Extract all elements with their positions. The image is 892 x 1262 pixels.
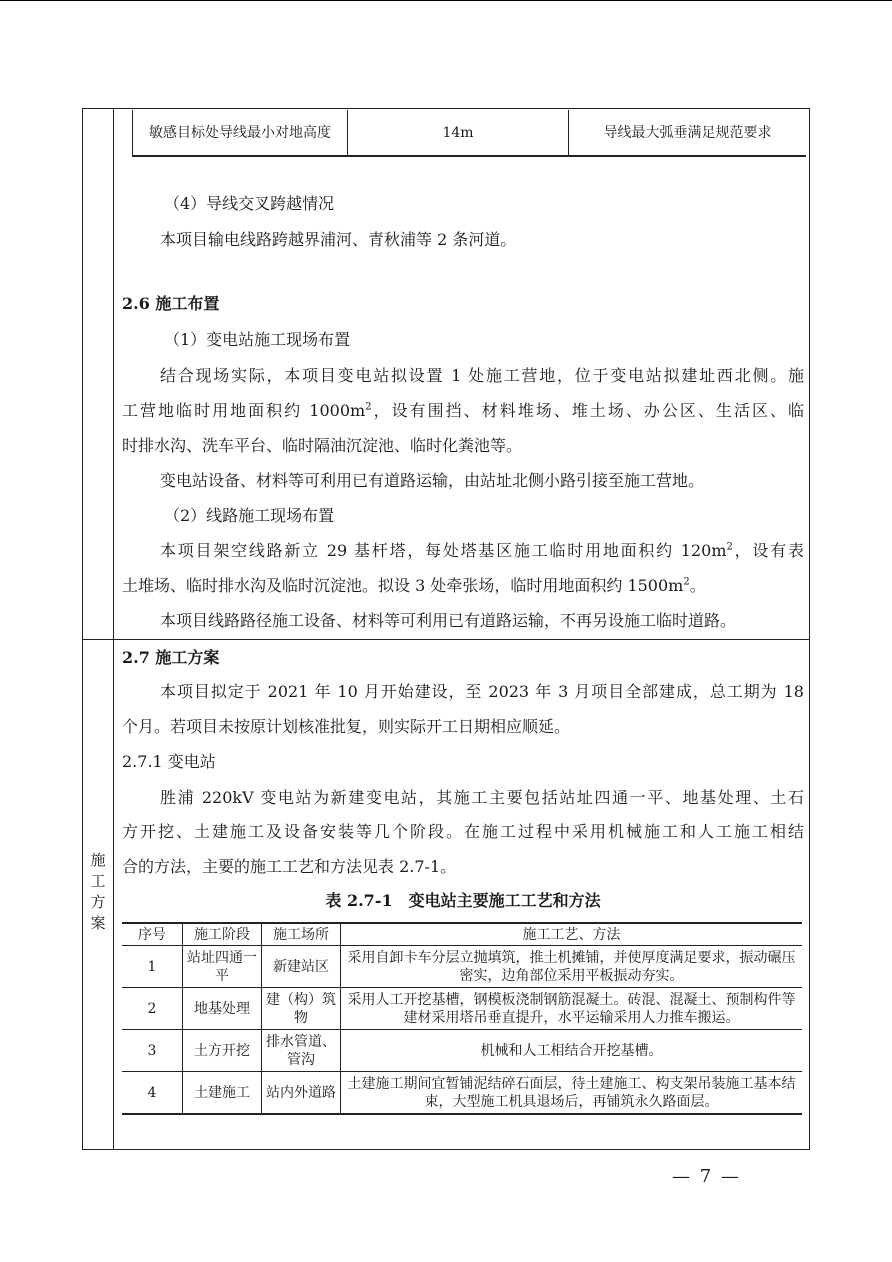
table-row <box>122 946 802 988</box>
paragraph-line: 方开挖、土建施工及设备安装等几个阶段。在施工过程中采用机械施工和人工施工相结 <box>122 822 804 841</box>
section-heading: 2.7 施工方案 <box>122 648 220 667</box>
side-column-divider <box>113 108 114 1150</box>
table-cell: 采用自卸卡车分层立抛填筑，推土机摊铺，并使厚度满足要求，振动碾压密实，边角部位采用平板振动夯实。 <box>341 946 803 988</box>
table-cell: 2 <box>122 988 183 1030</box>
table-header-row <box>122 923 802 946</box>
text-run: 。 <box>689 576 706 595</box>
table-cell: 1 <box>122 946 183 988</box>
paragraph-line <box>160 538 804 561</box>
paragraph-line: 变电站设备、材料等可利用已有道路运输，由站址北侧小路引接至施工营地。 <box>160 471 705 490</box>
side-label-construction-plan <box>86 850 110 934</box>
text-run: 土堆场、临时排水沟及临时沉淀池。拟设 3 处牵张场，临时用地面积约 1500m <box>122 576 684 595</box>
paragraph-line: 个月。若项目未按原计划核准批复，则实际开工日期相应顺延。 <box>122 717 571 736</box>
table-row <box>122 1030 802 1072</box>
paragraph-line: 本项目拟定于 2021 年 10 月开始建设，至 2023 年 3 月项目全部建成，总工期为 18 <box>160 682 804 701</box>
paragraph-line: 时排水沟、洗车平台、临时隔油沉淀池、临时化粪池等。 <box>122 436 523 455</box>
subsection-title: 2.7.1 变电站 <box>122 752 216 771</box>
table-cell: 机械和人工相结合开挖基槽。 <box>341 1030 803 1072</box>
table-cell: 地基处理 <box>183 988 262 1030</box>
section-row-divider <box>82 639 810 640</box>
table-cell: 土方开挖 <box>183 1030 262 1072</box>
table-cell: 3 <box>122 1030 183 1072</box>
table-header-cell: 施工阶段 <box>183 923 262 946</box>
top-rule <box>0 0 892 1</box>
paragraph-line: 合的方法，主要的施工工艺和方法见表 2.7-1。 <box>122 857 457 876</box>
table-cell: 4 <box>122 1072 183 1115</box>
table-cell: 敏感目标处导线最小对地高度 <box>133 110 348 156</box>
side-label-char: 工 <box>90 872 106 890</box>
text-run: ，设有围挡、材料堆场、堆土场、办公区、生活区、临 <box>371 401 804 420</box>
paragraph-line: 本项目输电线路跨越界浦河、青秋浦等 2 条河道。 <box>160 230 517 249</box>
table-header-cell: 序号 <box>122 923 183 946</box>
page-number: — 7 — <box>672 1166 741 1187</box>
side-label-char: 案 <box>90 914 106 932</box>
table-cell: 站内外道路 <box>262 1072 341 1115</box>
table-cell: 排水管道、管沟 <box>262 1030 341 1072</box>
table-cell: 土建施工期间宜暂铺泥结碎石面层，待土建施工、构支架吊装施工基本结束，大型施工机具退场后，再铺筑永久路面层。 <box>341 1072 803 1115</box>
table-caption: 表 2.7-1 变电站主要施工工艺和方法 <box>325 891 601 910</box>
table-cell: 站址四通一平 <box>183 946 262 988</box>
table-row <box>122 988 802 1030</box>
subsection-title: （1）变电站施工现场布置 <box>164 330 351 349</box>
table-cell: 新建站区 <box>262 946 341 988</box>
table-cell: 建（构）筑物 <box>262 988 341 1030</box>
subsection-title: （4）导线交叉跨越情况 <box>164 194 335 213</box>
paragraph-line: 本项目线路路径施工设备、材料等可利用已有道路运输，不再另设施工临时道路。 <box>160 611 737 630</box>
table-header-cell: 施工场所 <box>262 923 341 946</box>
text-run: 本项目架空线路新立 29 基杆塔，每处塔基区施工临时用地面积约 120m <box>160 541 727 560</box>
paragraph-line: 结合现场实际，本项目变电站拟设置 1 处施工营地，位于变电站拟建址西北侧。施 <box>160 366 804 385</box>
paragraph-line <box>122 398 804 421</box>
side-label-char: 施 <box>90 851 106 869</box>
table-cell: 土建施工 <box>183 1072 262 1115</box>
table-row <box>133 110 807 156</box>
paragraph-line <box>122 573 804 596</box>
text-run: 工营地临时用地面积约 1000m <box>122 401 366 420</box>
side-label-char: 方 <box>90 893 106 911</box>
construction-methods-table <box>122 922 802 1115</box>
paragraph-line: 胜浦 220kV 变电站为新建变电站，其施工主要包括站址四通一平、地基处理、土石 <box>160 788 804 807</box>
text-run: ，设有表 <box>732 541 804 560</box>
table-header-cell: 施工工艺、方法 <box>341 923 803 946</box>
table-cell: 14m <box>348 110 569 156</box>
section-heading: 2.6 施工布置 <box>122 294 220 313</box>
subsection-title: （2）线路施工现场布置 <box>164 506 335 525</box>
conductor-height-table <box>132 110 806 157</box>
superscript: 2 <box>365 401 372 413</box>
table-row <box>122 1072 802 1115</box>
table-cell: 采用人工开挖基槽，钢模板浇制钢筋混凝土。砖混、混凝土、预制构件等建材采用塔吊垂直提升，水平运输采用人力推车搬运。 <box>341 988 803 1030</box>
superscript: 2 <box>683 576 690 588</box>
table-cell: 导线最大弧垂满足规范要求 <box>569 110 807 156</box>
superscript: 2 <box>726 541 733 553</box>
